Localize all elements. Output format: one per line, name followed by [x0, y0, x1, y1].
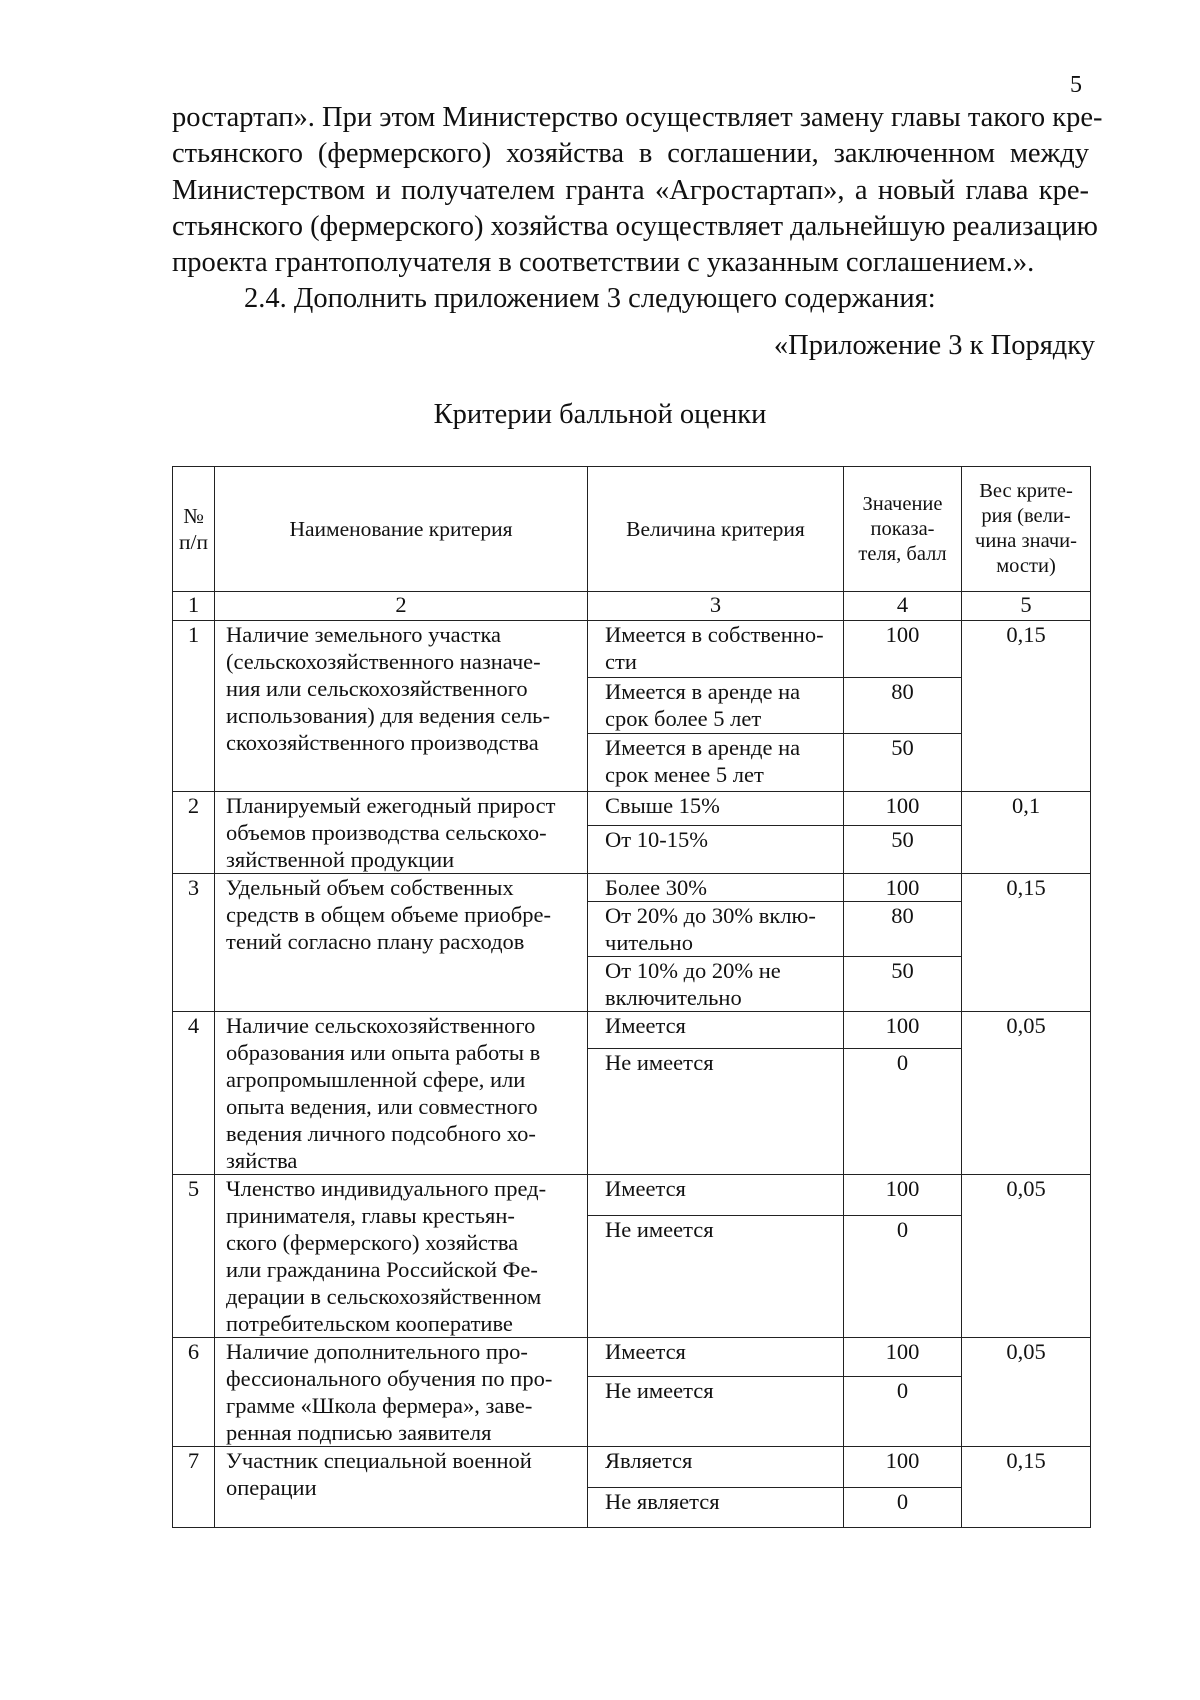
table-row [173, 621, 1091, 678]
criterion-name-text: Наличие земельного участка (сельскохозяйственного назначе- ния или сельскохозяйственного использования) для ведения сель- скохозяйственного производства [226, 622, 550, 755]
criterion-value [588, 1376, 844, 1446]
header-value: Величина критерия [588, 467, 844, 592]
body-line: стьянского (фермерского) хозяйства осуществляет дальнейшую реализацию [172, 210, 1098, 242]
criterion-value-text: Не имеется [605, 1217, 714, 1243]
criterion-value [588, 874, 844, 902]
criterion-value-text: Не имеется [605, 1050, 714, 1076]
criterion-value-text: От 10% до 20% не включительно [605, 958, 781, 1010]
criterion-value [588, 902, 844, 957]
criterion-score: 100 [844, 1175, 962, 1216]
criterion-value [588, 826, 844, 874]
criterion-value-text: Более 30% [605, 875, 707, 900]
criterion-number: 5 [173, 1175, 215, 1338]
criterion-name [215, 1447, 588, 1528]
criterion-value [588, 1488, 844, 1528]
table-row [173, 1338, 1091, 1377]
criterion-weight: 0,1 [962, 792, 1091, 874]
body-line: ростартап». При этом Министерство осуществляет замену главы такого кре- [172, 102, 1103, 133]
criterion-name-text: Удельный объем собственных средств в общем объеме приобре- тений согласно плану расходов [226, 875, 551, 954]
criterion-value [588, 792, 844, 826]
criterion-value-text: Не имеется [605, 1377, 714, 1403]
criterion-value-text: Имеется [605, 1176, 686, 1201]
criterion-score: 100 [844, 792, 962, 826]
table-row [173, 1175, 1091, 1216]
criterion-value [588, 1175, 844, 1216]
criterion-value [588, 957, 844, 1012]
criterion-name [215, 1175, 588, 1338]
table-header-row [173, 467, 1091, 592]
criterion-name [215, 1012, 588, 1175]
criterion-value-text: От 20% до 30% вклю- чительно [605, 903, 816, 955]
criterion-value-text: Имеется [605, 1013, 686, 1038]
criterion-number: 6 [173, 1338, 215, 1447]
column-number: 1 [173, 592, 215, 621]
criterion-name-text: Членство индивидуального пред- принимателя, главы крестьян- ского (фермерского) хозяйства или гражданина Российской Фе- дерации в сельскохозяйственном потребительском кооперативе [226, 1176, 547, 1336]
table-row [173, 1447, 1091, 1488]
criterion-score: 100 [844, 874, 962, 902]
criterion-score: 0 [844, 1049, 962, 1175]
criterion-value [588, 1049, 844, 1175]
criterion-value [588, 621, 844, 678]
body-line: проекта грантополучателя в соответствии с указанным соглашением.». [172, 247, 1035, 279]
criterion-value-text: Имеется в аренде на срок менее 5 лет [605, 735, 801, 787]
criterion-name-text: Наличие сельскохозяйственного образования или опыта работы в агропромышленной сфере, или опыта ведения, или совместного ведения личного подсобного хо- зяйства [226, 1013, 541, 1173]
criterion-name-text: Наличие дополнительного про- фессионального обучения по про- грамме «Школа фермера», заве- ренная подписью заявителя [226, 1339, 553, 1445]
criterion-score: 100 [844, 1338, 962, 1377]
criterion-value-text: Имеется в собственно- сти [605, 622, 824, 674]
criterion-name-text: Планируемый ежегодный прирост объемов производства сельскохо- зяйственной продукции [226, 793, 556, 872]
criterion-weight: 0,05 [962, 1338, 1091, 1447]
criterion-value-text: Имеется в аренде на срок более 5 лет [605, 679, 801, 731]
table-row [173, 792, 1091, 826]
column-number: 2 [215, 592, 588, 621]
criterion-value [588, 1216, 844, 1338]
criterion-score: 80 [844, 902, 962, 957]
criterion-score: 0 [844, 1216, 962, 1338]
criterion-weight: 0,05 [962, 1175, 1091, 1338]
header-weight: Вес крите- рия (вели- чина значи- мости) [962, 467, 1091, 592]
criterion-value [588, 734, 844, 792]
criterion-weight: 0,15 [962, 874, 1091, 1012]
criterion-name [215, 1338, 588, 1447]
criterion-name-text: Участник специальной военной операции [226, 1448, 532, 1500]
criterion-value-text: От 10-15% [605, 827, 708, 853]
header-score: Значение показа- теля, балл [844, 467, 962, 592]
header-no: № п/п [173, 467, 215, 592]
criterion-score: 50 [844, 826, 962, 874]
criterion-weight: 0,15 [962, 1447, 1091, 1528]
criterion-weight: 0,05 [962, 1012, 1091, 1175]
criterion-value [588, 1447, 844, 1488]
criterion-name [215, 874, 588, 1012]
criterion-number: 1 [173, 621, 215, 792]
criterion-score: 100 [844, 621, 962, 678]
criterion-number: 7 [173, 1447, 215, 1528]
body-line: Министерством и получателем гранта «Агростартап», а новый глава кре- [172, 174, 1089, 206]
criterion-value [588, 1012, 844, 1049]
criterion-number: 4 [173, 1012, 215, 1175]
column-number-row [173, 592, 1091, 621]
criterion-value [588, 678, 844, 734]
criterion-score: 50 [844, 957, 962, 1012]
criterion-score: 0 [844, 1376, 962, 1446]
criterion-score: 80 [844, 678, 962, 734]
criterion-value-text: Имеется [605, 1339, 686, 1364]
column-number: 5 [962, 592, 1091, 621]
table-row [173, 874, 1091, 902]
criterion-value [588, 1338, 844, 1377]
criterion-value-text: Свыше 15% [605, 793, 720, 818]
criterion-score: 0 [844, 1488, 962, 1528]
body-line: стьянского (фермерского) хозяйства в соглашении, заключенном между [172, 138, 1089, 170]
body-text [172, 100, 1103, 318]
clause-2-4: 2.4. Дополнить приложением 3 следующего содержания: [244, 283, 936, 315]
criterion-score: 100 [844, 1012, 962, 1049]
criterion-number: 2 [173, 792, 215, 874]
criterion-value-text: Является [605, 1448, 693, 1473]
criteria-table [172, 466, 1091, 1528]
table-title: Критерии балльной оценки [433, 399, 767, 430]
appendix-heading: «Приложение 3 к Порядку [773, 330, 1095, 361]
header-name: Наименование критерия [215, 467, 588, 592]
column-number: 3 [588, 592, 844, 621]
table-row [173, 1012, 1091, 1049]
criterion-name [215, 621, 588, 792]
column-number: 4 [844, 592, 962, 621]
criterion-score: 100 [844, 1447, 962, 1488]
criterion-name [215, 792, 588, 874]
criterion-value-text: Не является [605, 1489, 720, 1514]
page-number: 5 [1070, 72, 1082, 98]
criterion-number: 3 [173, 874, 215, 1012]
criterion-score: 50 [844, 734, 962, 792]
criterion-weight: 0,15 [962, 621, 1091, 792]
